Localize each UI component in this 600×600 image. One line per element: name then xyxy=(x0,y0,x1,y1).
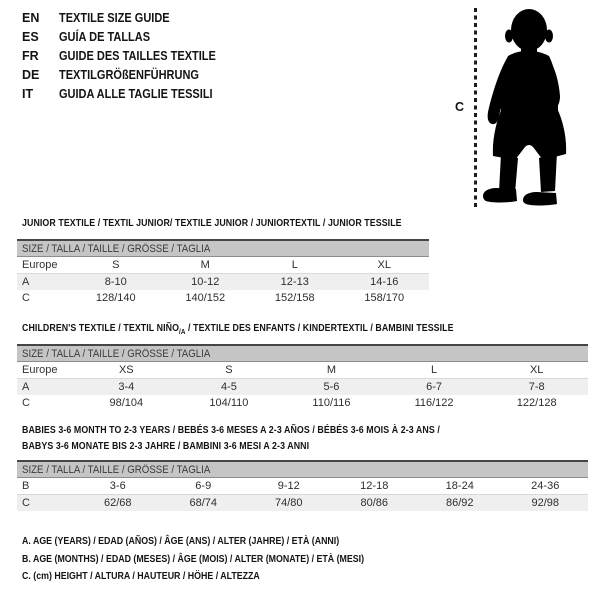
children-table-title xyxy=(22,322,454,336)
size-cell: 86/92 xyxy=(445,497,474,509)
size-cell: 14-16 xyxy=(370,276,399,288)
size-cell: S xyxy=(71,257,161,274)
row-label: C xyxy=(22,292,30,304)
size-cell: 128/140 xyxy=(95,292,136,304)
toddler-silhouette-image xyxy=(479,4,581,206)
size-header-cell xyxy=(17,345,588,362)
babies-table-title xyxy=(22,422,440,454)
size-cell: 158/170 xyxy=(364,292,405,304)
size-cell: 10-12 xyxy=(191,276,220,288)
size-cell: 110/116 xyxy=(312,397,351,409)
row-label: B xyxy=(17,478,75,495)
size-cell: 122/128 xyxy=(516,397,557,409)
language-row-de xyxy=(22,66,237,85)
size-cell: 12-18 xyxy=(332,478,418,495)
table-row-age xyxy=(17,379,588,396)
row-label: C xyxy=(22,397,30,409)
size-cell: 74/80 xyxy=(274,497,303,509)
size-cell: XL xyxy=(485,362,588,379)
language-code: DE xyxy=(22,68,40,82)
size-cell: 3-6 xyxy=(75,478,161,495)
table-row-height xyxy=(17,395,588,411)
language-row-es xyxy=(22,28,237,47)
children-title-part1: CHILDREN'S TEXTILE / TEXTIL NIÑO xyxy=(22,322,180,334)
measure-label-c: C xyxy=(455,100,465,114)
table-row-months xyxy=(17,478,588,495)
size-cell: S xyxy=(178,362,281,379)
size-cell: 7-8 xyxy=(528,381,545,393)
language-row-fr xyxy=(22,47,237,66)
size-cell: 18-24 xyxy=(417,478,503,495)
language-row-it xyxy=(22,85,237,104)
size-cell: M xyxy=(161,257,251,274)
height-measure-dashed-line xyxy=(474,8,477,207)
size-cell: XS xyxy=(75,362,178,379)
size-cell: 104/110 xyxy=(209,397,249,409)
size-cell: L xyxy=(383,362,486,379)
language-label: GUIDE DES TAILLES TEXTILE xyxy=(59,49,216,63)
size-header-row xyxy=(17,461,588,478)
size-cell: 8-10 xyxy=(104,276,127,288)
size-cell: 98/104 xyxy=(109,397,144,409)
size-header-text: SIZE / TALLA / TAILLE / GRÖSSE / TAGLIA xyxy=(22,463,211,476)
size-cell: 24-36 xyxy=(503,478,589,495)
babies-title-line1: BABIES 3-6 MONTH TO 2-3 YEARS / BEBÉS 3-6 MESES A 2-3 AÑOS / BÉBÉS 3-6 MOIS À 2-3 ANS / xyxy=(22,424,440,436)
size-header-text: SIZE / TALLA / TAILLE / GRÖSSE / TAGLIA xyxy=(22,347,211,360)
language-label: TEXTILGRÖßENFÜHRUNG xyxy=(59,68,199,82)
size-cell: 9-12 xyxy=(246,478,332,495)
footnote-age-months: B. AGE (MONTHS) / EDAD (MESES) / ÂGE (MOIS) / ALTER (MONATE) / ETÀ (MESI) xyxy=(22,552,365,565)
row-label: A xyxy=(22,276,30,288)
size-cell: 12-13 xyxy=(280,276,309,288)
size-cell: M xyxy=(280,362,383,379)
children-title-part2: / TEXTILE DES ENFANTS / KINDERTEXTIL / BAMBINI TESSILE xyxy=(185,322,454,334)
table-row-europe xyxy=(17,257,429,274)
size-header-row xyxy=(17,345,588,362)
babies-title-line2: BABYS 3-6 MONATE BIS 2-3 JAHRE / BAMBINI 3-6 MESI A 2-3 ANNI xyxy=(22,440,310,452)
language-list xyxy=(22,9,237,104)
size-cell: 116/122 xyxy=(414,397,454,409)
row-label: Europe xyxy=(17,362,75,379)
size-cell: 140/152 xyxy=(185,292,226,304)
size-cell: 4-5 xyxy=(220,381,237,393)
size-cell: 3-4 xyxy=(118,381,135,393)
size-cell: 92/98 xyxy=(531,497,560,509)
size-header-cell xyxy=(17,461,588,478)
size-cell: L xyxy=(250,257,340,274)
table-row-age xyxy=(17,274,429,291)
size-header-row xyxy=(17,240,429,257)
size-cell: 68/74 xyxy=(189,497,218,509)
footnote-age-years: A. AGE (YEARS) / EDAD (AÑOS) / ÂGE (ANS) / ALTER (JAHRE) / ETÀ (ANNI) xyxy=(22,535,340,547)
table-row-height xyxy=(17,495,588,512)
language-label: GUÍA DE TALLAS xyxy=(59,30,151,44)
size-header-text: SIZE / TALLA / TAILLE / GRÖSSE / TAGLIA xyxy=(22,242,211,255)
junior-table-title: JUNIOR TEXTILE / TEXTIL JUNIOR/ TEXTILE JUNIOR / JUNIORTEXTIL / JUNIOR TESSILE xyxy=(22,217,402,229)
size-cell: 6-7 xyxy=(426,381,443,393)
language-label: GUIDA ALLE TAGLIE TESSILI xyxy=(59,87,213,101)
language-code: EN xyxy=(22,11,40,25)
language-row-en xyxy=(22,9,237,28)
table-row-europe xyxy=(17,362,588,379)
size-cell: XL xyxy=(340,257,430,274)
footnote-height: C. (cm) HEIGHT / ALTURA / HAUTEUR / HÖHE / ALTEZZA xyxy=(22,570,260,582)
footnotes xyxy=(22,533,429,586)
size-cell: 62/68 xyxy=(103,497,132,509)
babies-size-table xyxy=(17,460,588,511)
size-cell: 80/86 xyxy=(360,497,389,509)
language-label: TEXTILE SIZE GUIDE xyxy=(59,11,170,25)
row-label: C xyxy=(22,497,30,509)
row-label: Europe xyxy=(17,257,71,274)
children-title-sub: /A xyxy=(179,327,186,337)
children-size-table xyxy=(17,344,588,411)
size-header-cell xyxy=(17,240,429,257)
size-cell: 5-6 xyxy=(323,381,340,393)
language-code: ES xyxy=(22,30,39,44)
size-cell: 6-9 xyxy=(161,478,247,495)
size-cell: 152/158 xyxy=(274,292,315,304)
language-code: FR xyxy=(22,49,39,63)
row-label: A xyxy=(22,381,30,393)
table-row-height xyxy=(17,290,429,306)
junior-size-table xyxy=(17,239,429,306)
language-code: IT xyxy=(22,87,34,101)
